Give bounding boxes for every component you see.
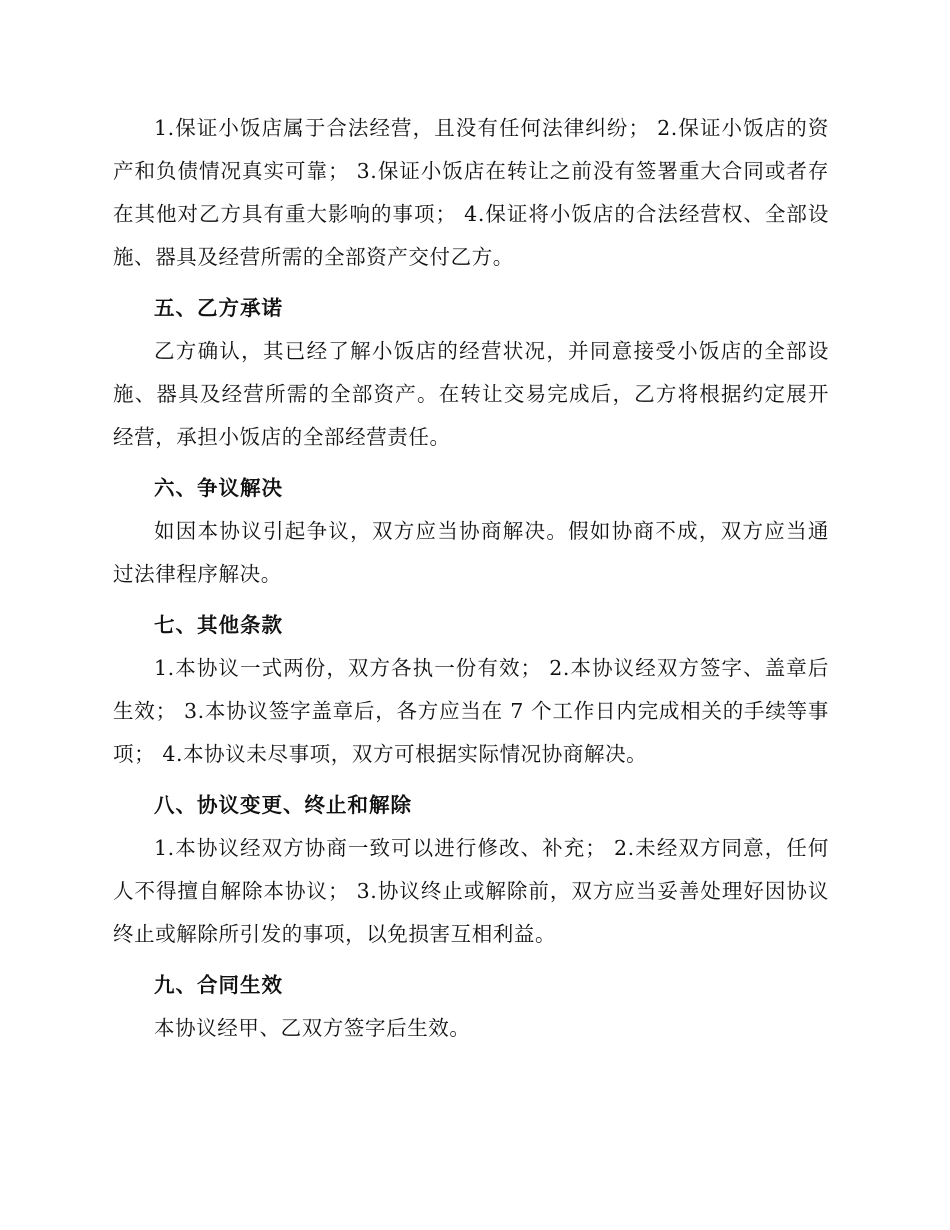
heading-change-termination: 八、协议变更、终止和解除: [154, 793, 412, 817]
heading-contract-effect: 九、合同生效: [154, 973, 283, 997]
paragraph-contract-effect: 本协议经甲、乙双方签字后生效。: [154, 1016, 471, 1040]
paragraph-dispute-resolution: 如因本协议引起争议，双方应当协商解决。假如协商不成，双方应当通过法律程序解决。: [113, 519, 829, 586]
heading-other-terms: 七、其他条款: [154, 613, 283, 637]
paragraph-change-termination: 1.本协议经双方协商一致可以进行修改、补充； 2.未经双方同意，任何人不得擅自解除本协议； 3.协议终止或解除前，双方应当妥善处理好因协议终止或解除所引发的事项，以免损害互相利益。: [113, 836, 829, 946]
paragraph-party-b-commitment: 乙方确认，其已经了解小饭店的经营状况，并同意接受小饭店的全部设施、器具及经营所需的全部资产。在转让交易完成后，乙方将根据约定展开经营，承担小饭店的全部经营责任。: [113, 339, 829, 449]
paragraph-seller-guarantees: 1.保证小饭店属于合法经营，且没有任何法律纠纷； 2.保证小饭店的资产和负债情况真实可靠； 3.保证小饭店在转让之前没有签署重大合同或者存在其他对乙方具有重大影响的事项； 4.保证将小饭店的合法经营权、全部设施、器具及经营所需的全部资产交付乙方。: [113, 116, 829, 269]
heading-dispute-resolution: 六、争议解决: [154, 476, 283, 500]
paragraph-other-terms: 1.本协议一式两份，双方各执一份有效； 2.本协议经双方签字、盖章后生效； 3.本协议签字盖章后，各方应当在 7 个工作日内完成相关的手续等事项； 4.本协议未尽事项，双方可根据实际情况协商解决。: [113, 656, 829, 766]
document-page: [113, 107, 829, 1050]
heading-party-b-commitment: 五、乙方承诺: [154, 296, 283, 320]
